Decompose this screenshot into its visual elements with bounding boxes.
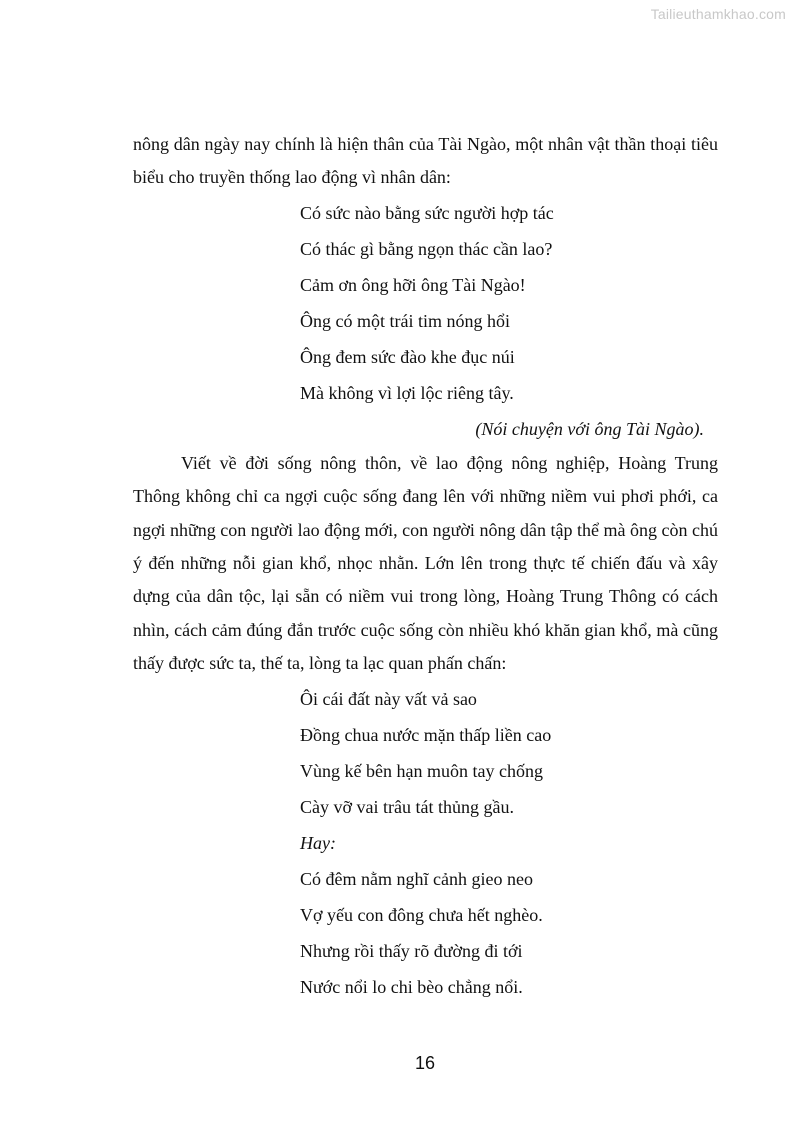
poem-attribution: (Nói chuyện với ông Tài Ngào).: [475, 418, 704, 439]
poem-line: Cảm ơn ông hỡi ông Tài Ngào!: [300, 274, 526, 295]
poem-connector: Hay:: [300, 832, 336, 853]
poem-line: Vợ yếu con đông chưa hết nghèo.: [300, 904, 543, 925]
poem-line: Có thác gì bằng ngọn thác cần lao?: [300, 238, 553, 259]
poem-line: Có sức nào bằng sức người hợp tác: [300, 202, 554, 223]
poem-line: Nước nổi lo chi bèo chẳng nổi.: [300, 976, 523, 997]
watermark: Tailieuthamkhao.com: [650, 6, 786, 22]
poem-line: Ôi cái đất này vất vả sao: [300, 688, 477, 709]
page-content: [133, 128, 718, 1005]
poem-line: Vùng kế bên hạn muôn tay chống: [300, 760, 543, 781]
poem-line: Mà không vì lợi lộc riêng tây.: [300, 382, 514, 403]
poem-line: Có đêm nằm nghĩ cảnh gieo neo: [300, 868, 533, 889]
poem-line: Ông đem sức đào khe đục núi: [300, 346, 515, 367]
poem-line: Cày vỡ vai trâu tát thủng gầu.: [300, 796, 514, 817]
poem-line: Đồng chua nước mặn thấp liền cao: [300, 724, 552, 745]
paragraph-intro: nông dân ngày nay chính là hiện thân của Tài Ngào, một nhân vật thần thoại tiêu biểu cho truyền thống lao động vì nhân dân:: [133, 134, 718, 188]
poem-line: Nhưng rồi thấy rõ đường đi tới: [300, 940, 523, 961]
poem-tai-ngao: [133, 195, 718, 411]
paragraph-body: Viết về đời sống nông thôn, về lao động nông nghiệp, Hoàng Trung Thông không chỉ ca ngợi cuộc sống đang lên với những niềm vui phơi phới, ca ngợi những con người lao động mới, con người nông dân tập thể mà ông còn chú ý đến những nỗi gian khổ, nhọc nhằn. Lớn lên trong thực tế chiến đấu và xây dựng của dân tộc, lại sẵn có niềm vui trong lòng, Hoàng Trung Thông có cách nhìn, cách cảm đúng đắn trước cuộc sống còn nhiều khó khăn gian khổ, mà cũng thấy được sức ta, thế ta, lòng ta lạc quan phấn chấn:: [133, 452, 718, 674]
poem-hardship: [133, 681, 718, 1005]
page-number: 16: [414, 1053, 436, 1073]
poem-line: Ông có một trái tim nóng hổi: [300, 310, 510, 331]
